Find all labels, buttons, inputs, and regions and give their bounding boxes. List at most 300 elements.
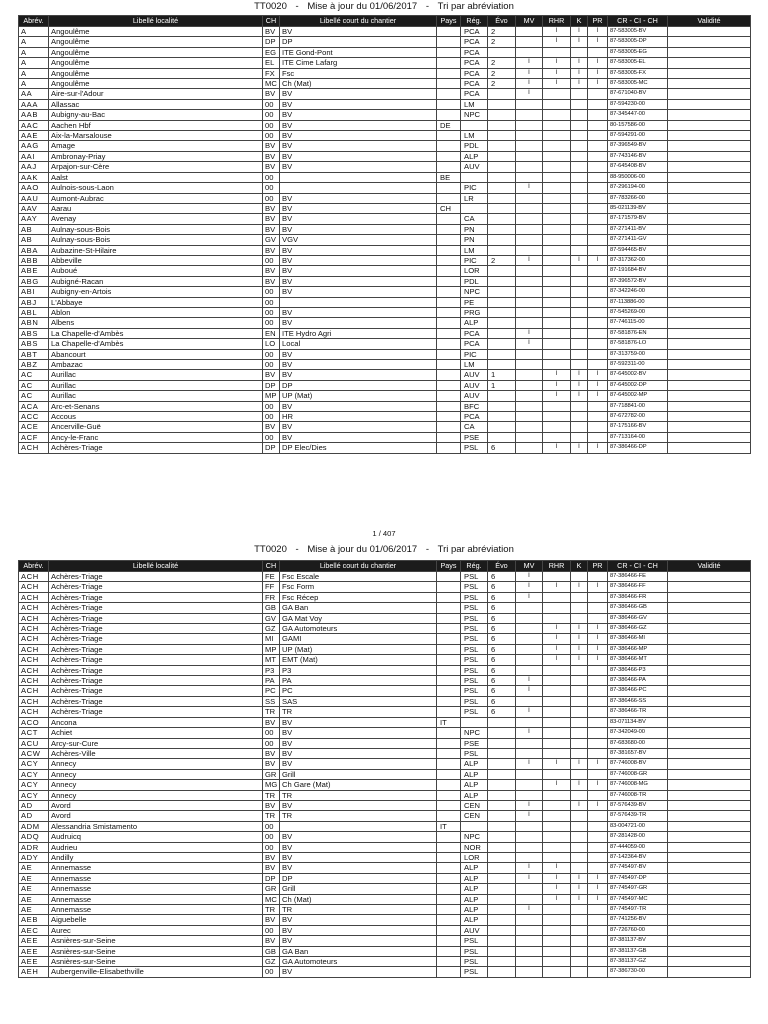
table-row bbox=[19, 957, 751, 967]
ch-cell: TR bbox=[263, 905, 280, 915]
mv-cell bbox=[516, 120, 543, 130]
header-separator: - bbox=[295, 1, 299, 12]
country-cell bbox=[437, 780, 461, 790]
abbreviation-cell: AAB bbox=[19, 110, 49, 120]
k-cell bbox=[571, 193, 588, 203]
table-row bbox=[19, 686, 751, 696]
table-row bbox=[19, 852, 751, 862]
validity-cell bbox=[668, 318, 751, 328]
region-cell: PSL bbox=[461, 957, 488, 967]
table-row bbox=[19, 884, 751, 894]
pr-cell bbox=[588, 905, 608, 915]
page-number: 1 / 407 bbox=[372, 529, 396, 538]
country-cell bbox=[437, 696, 461, 706]
validity-cell bbox=[668, 183, 751, 193]
table-row bbox=[19, 696, 751, 706]
region-cell: BFC bbox=[461, 401, 488, 411]
ch-cell: PA bbox=[263, 676, 280, 686]
abbreviation-cell: ABN bbox=[19, 318, 49, 328]
column-header: Rég. bbox=[461, 16, 488, 27]
evo-cell bbox=[488, 946, 516, 956]
ch-cell: DP bbox=[263, 873, 280, 883]
locality-cell: Arpajon-sur-Cère bbox=[49, 162, 263, 172]
pr-cell bbox=[588, 203, 608, 213]
abbreviation-cell: ACU bbox=[19, 738, 49, 748]
abbreviation-cell: ABB bbox=[19, 255, 49, 265]
abbreviation-cell: A bbox=[19, 58, 49, 68]
k-cell: I bbox=[571, 873, 588, 883]
region-cell bbox=[461, 120, 488, 130]
country-cell bbox=[437, 162, 461, 172]
table-row bbox=[19, 582, 751, 592]
table-row bbox=[19, 380, 751, 390]
abbreviation-cell: ACH bbox=[19, 572, 49, 582]
abbreviation-cell: ADR bbox=[19, 842, 49, 852]
pr-cell: I bbox=[588, 800, 608, 810]
rhr-cell: I bbox=[543, 634, 571, 644]
site-label-cell: TR bbox=[280, 790, 437, 800]
validity-cell bbox=[668, 800, 751, 810]
table-row bbox=[19, 759, 751, 769]
table-row bbox=[19, 99, 751, 109]
pr-cell bbox=[588, 99, 608, 109]
ch-cell: BV bbox=[263, 151, 280, 161]
pr-cell bbox=[588, 665, 608, 675]
abbreviation-cell: ACH bbox=[19, 592, 49, 602]
ch-cell: BV bbox=[263, 224, 280, 234]
abbreviation-cell: ABA bbox=[19, 245, 49, 255]
abbreviation-cell: AE bbox=[19, 905, 49, 915]
country-cell bbox=[437, 800, 461, 810]
table-row bbox=[19, 266, 751, 276]
locality-cell: Annemasse bbox=[49, 873, 263, 883]
k-cell: I bbox=[571, 655, 588, 665]
k-cell bbox=[571, 686, 588, 696]
rhr-cell: I bbox=[543, 894, 571, 904]
column-header: Libellé localité bbox=[49, 561, 263, 572]
mv-cell bbox=[516, 780, 543, 790]
site-label-cell: BV bbox=[280, 162, 437, 172]
abbreviation-cell: ABI bbox=[19, 287, 49, 297]
code-cell: 87-386466-FE bbox=[608, 572, 668, 582]
mv-cell: I bbox=[516, 255, 543, 265]
country-cell bbox=[437, 89, 461, 99]
rhr-cell: I bbox=[543, 443, 571, 453]
abbreviation-cell: A bbox=[19, 47, 49, 57]
region-cell: PCA bbox=[461, 89, 488, 99]
abbreviation-cell: ACH bbox=[19, 443, 49, 453]
k-cell: I bbox=[571, 780, 588, 790]
ch-cell: 00 bbox=[263, 349, 280, 359]
locality-cell: Accous bbox=[49, 412, 263, 422]
validity-cell bbox=[668, 717, 751, 727]
locality-cell: Amage bbox=[49, 141, 263, 151]
evo-cell bbox=[488, 412, 516, 422]
site-label-cell: BV bbox=[280, 120, 437, 130]
ch-cell: 00 bbox=[263, 99, 280, 109]
table-row bbox=[19, 634, 751, 644]
abbreviation-cell: ACH bbox=[19, 582, 49, 592]
site-label-cell: BV bbox=[280, 842, 437, 852]
country-cell bbox=[437, 235, 461, 245]
evo-cell bbox=[488, 738, 516, 748]
ch-cell: 00 bbox=[263, 172, 280, 182]
evo-cell: 6 bbox=[488, 592, 516, 602]
country-cell bbox=[437, 391, 461, 401]
region-cell: AUV bbox=[461, 162, 488, 172]
site-label-cell: BV bbox=[280, 245, 437, 255]
k-cell bbox=[571, 915, 588, 925]
mv-cell bbox=[516, 380, 543, 390]
k-cell: I bbox=[571, 634, 588, 644]
table-row bbox=[19, 391, 751, 401]
mv-cell bbox=[516, 318, 543, 328]
code-cell: 87-381137-GZ bbox=[608, 957, 668, 967]
pr-cell bbox=[588, 276, 608, 286]
abbreviation-cell: ACH bbox=[19, 603, 49, 613]
pr-cell bbox=[588, 957, 608, 967]
site-label-cell: BV bbox=[280, 307, 437, 317]
validity-cell bbox=[668, 89, 751, 99]
rhr-cell bbox=[543, 328, 571, 338]
column-header: Libellé localité bbox=[49, 16, 263, 27]
pr-cell bbox=[588, 131, 608, 141]
table-row bbox=[19, 214, 751, 224]
abbreviation-cell: AAC bbox=[19, 120, 49, 130]
k-cell bbox=[571, 676, 588, 686]
table-row bbox=[19, 276, 751, 286]
code-cell: 87-386466-PA bbox=[608, 676, 668, 686]
ch-cell: 00 bbox=[263, 842, 280, 852]
evo-cell bbox=[488, 162, 516, 172]
abbreviation-cell: ACH bbox=[19, 644, 49, 654]
ch-cell: EN bbox=[263, 328, 280, 338]
table-row bbox=[19, 120, 751, 130]
code-cell: 80-157586-00 bbox=[608, 120, 668, 130]
mv-cell bbox=[516, 307, 543, 317]
code-cell: 87-645002-MP bbox=[608, 391, 668, 401]
table-row bbox=[19, 832, 751, 842]
site-label-cell: BV bbox=[280, 318, 437, 328]
rhr-cell: I bbox=[543, 759, 571, 769]
validity-cell bbox=[668, 665, 751, 675]
code-cell: 87-745497-BV bbox=[608, 863, 668, 873]
ch-cell: MI bbox=[263, 634, 280, 644]
locality-cell: Aulnay-sous-Bois bbox=[49, 224, 263, 234]
rhr-cell: I bbox=[543, 79, 571, 89]
validity-cell bbox=[668, 224, 751, 234]
k-cell bbox=[571, 235, 588, 245]
k-cell bbox=[571, 748, 588, 758]
k-cell bbox=[571, 592, 588, 602]
rhr-cell bbox=[543, 572, 571, 582]
mv-cell bbox=[516, 391, 543, 401]
country-cell bbox=[437, 967, 461, 977]
mv-cell bbox=[516, 852, 543, 862]
evo-cell: 2 bbox=[488, 79, 516, 89]
mv-cell bbox=[516, 99, 543, 109]
site-label-cell: BV bbox=[280, 832, 437, 842]
country-cell bbox=[437, 957, 461, 967]
k-cell: I bbox=[571, 79, 588, 89]
evo-cell bbox=[488, 339, 516, 349]
column-header: Pays bbox=[437, 561, 461, 572]
locality-cell: Achères-Triage bbox=[49, 696, 263, 706]
evo-cell bbox=[488, 780, 516, 790]
pr-cell bbox=[588, 297, 608, 307]
region-cell: PSL bbox=[461, 592, 488, 602]
rhr-cell bbox=[543, 360, 571, 370]
evo-cell bbox=[488, 391, 516, 401]
page-header bbox=[0, 543, 768, 557]
country-cell bbox=[437, 665, 461, 675]
evo-cell bbox=[488, 748, 516, 758]
table-row bbox=[19, 193, 751, 203]
table-row bbox=[19, 769, 751, 779]
validity-cell bbox=[668, 655, 751, 665]
pr-cell bbox=[588, 339, 608, 349]
locality-cell: Annemasse bbox=[49, 884, 263, 894]
region-cell: LOR bbox=[461, 266, 488, 276]
rhr-cell bbox=[543, 203, 571, 213]
evo-cell: 6 bbox=[488, 613, 516, 623]
site-label-cell: BV bbox=[280, 432, 437, 442]
code-cell: 87-683680-00 bbox=[608, 738, 668, 748]
country-cell bbox=[437, 863, 461, 873]
validity-cell bbox=[668, 572, 751, 582]
abbreviation-cell: AE bbox=[19, 873, 49, 883]
code-cell: 87-345447-00 bbox=[608, 110, 668, 120]
ch-cell: PC bbox=[263, 686, 280, 696]
evo-cell bbox=[488, 811, 516, 821]
k-cell bbox=[571, 422, 588, 432]
ch-cell: BV bbox=[263, 162, 280, 172]
evo-cell bbox=[488, 884, 516, 894]
site-label-cell: BV bbox=[280, 99, 437, 109]
rhr-cell bbox=[543, 967, 571, 977]
ch-cell: FR bbox=[263, 592, 280, 602]
validity-cell bbox=[668, 235, 751, 245]
validity-cell bbox=[668, 131, 751, 141]
ch-cell: BV bbox=[263, 203, 280, 213]
mv-cell bbox=[516, 203, 543, 213]
ch-cell: 00 bbox=[263, 967, 280, 977]
pr-cell: I bbox=[588, 634, 608, 644]
country-cell: IT bbox=[437, 821, 461, 831]
ch-cell: BV bbox=[263, 748, 280, 758]
k-cell bbox=[571, 717, 588, 727]
mv-cell: I bbox=[516, 582, 543, 592]
abbreviation-cell: AAY bbox=[19, 214, 49, 224]
table-row bbox=[19, 203, 751, 213]
ch-cell: GV bbox=[263, 235, 280, 245]
code-cell: 87-745497-TR bbox=[608, 905, 668, 915]
abbreviation-cell: ACH bbox=[19, 696, 49, 706]
table-row bbox=[19, 328, 751, 338]
validity-cell bbox=[668, 863, 751, 873]
code-cell: 87-271411-BV bbox=[608, 224, 668, 234]
pr-cell bbox=[588, 728, 608, 738]
k-cell bbox=[571, 613, 588, 623]
ch-cell: 00 bbox=[263, 925, 280, 935]
table-row bbox=[19, 800, 751, 810]
k-cell bbox=[571, 224, 588, 234]
validity-cell bbox=[668, 79, 751, 89]
pr-cell bbox=[588, 245, 608, 255]
validity-cell bbox=[668, 307, 751, 317]
rhr-cell: I bbox=[543, 391, 571, 401]
country-cell bbox=[437, 759, 461, 769]
code-cell: 87-745497-MC bbox=[608, 894, 668, 904]
pr-cell bbox=[588, 162, 608, 172]
pr-cell bbox=[588, 946, 608, 956]
locality-cell: Asnières-sur-Seine bbox=[49, 946, 263, 956]
column-header: PR bbox=[588, 561, 608, 572]
locality-cell: Aubigné-Racan bbox=[49, 276, 263, 286]
evo-cell bbox=[488, 432, 516, 442]
table-row bbox=[19, 79, 751, 89]
mv-cell bbox=[516, 172, 543, 182]
table-row bbox=[19, 422, 751, 432]
pr-cell bbox=[588, 287, 608, 297]
ch-cell: MP bbox=[263, 644, 280, 654]
locality-cell: Aurillac bbox=[49, 370, 263, 380]
locality-cell: Aulnay-sous-Bois bbox=[49, 235, 263, 245]
table-row bbox=[19, 655, 751, 665]
country-cell bbox=[437, 37, 461, 47]
site-label-cell: Local bbox=[280, 339, 437, 349]
code-cell: 87-386466-P3 bbox=[608, 665, 668, 675]
pr-cell: I bbox=[588, 443, 608, 453]
header-separator: - bbox=[425, 1, 429, 12]
ch-cell: GR bbox=[263, 769, 280, 779]
region-cell: ALP bbox=[461, 790, 488, 800]
country-cell bbox=[437, 748, 461, 758]
region-cell: PIC bbox=[461, 255, 488, 265]
table-row bbox=[19, 905, 751, 915]
rhr-cell bbox=[543, 287, 571, 297]
abbreviation-cell: ACW bbox=[19, 748, 49, 758]
validity-cell bbox=[668, 780, 751, 790]
evo-cell: 2 bbox=[488, 37, 516, 47]
pr-cell bbox=[588, 89, 608, 99]
table-row bbox=[19, 68, 751, 78]
pr-cell bbox=[588, 842, 608, 852]
k-cell bbox=[571, 183, 588, 193]
pr-cell: I bbox=[588, 873, 608, 883]
region-cell: LM bbox=[461, 99, 488, 109]
mv-cell: I bbox=[516, 686, 543, 696]
code-cell: 87-386466-DP bbox=[608, 443, 668, 453]
table-row bbox=[19, 915, 751, 925]
evo-cell bbox=[488, 172, 516, 182]
locality-cell: Auboué bbox=[49, 266, 263, 276]
country-cell bbox=[437, 99, 461, 109]
locality-cell: Achères-Triage bbox=[49, 676, 263, 686]
ch-cell: 00 bbox=[263, 193, 280, 203]
country-cell bbox=[437, 613, 461, 623]
k-cell: I bbox=[571, 391, 588, 401]
mv-cell: I bbox=[516, 183, 543, 193]
evo-cell bbox=[488, 183, 516, 193]
rhr-cell bbox=[543, 915, 571, 925]
code-cell: 87-713164-00 bbox=[608, 432, 668, 442]
site-label-cell: DP bbox=[280, 380, 437, 390]
abbreviation-cell: ABJ bbox=[19, 297, 49, 307]
code-cell: 87-583005-EG bbox=[608, 47, 668, 57]
table-row bbox=[19, 339, 751, 349]
table-row bbox=[19, 110, 751, 120]
country-cell bbox=[437, 884, 461, 894]
locality-cell: Aurec bbox=[49, 925, 263, 935]
mv-cell bbox=[516, 224, 543, 234]
code-cell: 87-581876-EN bbox=[608, 328, 668, 338]
table-row bbox=[19, 842, 751, 852]
country-cell: DE bbox=[437, 120, 461, 130]
table-row bbox=[19, 748, 751, 758]
ch-cell: EG bbox=[263, 47, 280, 57]
pr-cell bbox=[588, 360, 608, 370]
evo-cell bbox=[488, 422, 516, 432]
ch-cell: MT bbox=[263, 655, 280, 665]
region-cell: PSL bbox=[461, 696, 488, 706]
ch-cell: 00 bbox=[263, 183, 280, 193]
locality-cell: Andilly bbox=[49, 852, 263, 862]
pr-cell bbox=[588, 748, 608, 758]
validity-cell bbox=[668, 297, 751, 307]
locality-cell: Ambazac bbox=[49, 360, 263, 370]
code-cell: 83-004721-00 bbox=[608, 821, 668, 831]
mv-cell bbox=[516, 946, 543, 956]
country-cell bbox=[437, 842, 461, 852]
k-cell bbox=[571, 946, 588, 956]
code-cell: 83-071134-BV bbox=[608, 717, 668, 727]
site-label-cell: UP (Mat) bbox=[280, 644, 437, 654]
table-row bbox=[19, 58, 751, 68]
validity-cell bbox=[668, 634, 751, 644]
site-label-cell: DP bbox=[280, 873, 437, 883]
validity-cell bbox=[668, 967, 751, 977]
validity-cell bbox=[668, 759, 751, 769]
site-label-cell: PA bbox=[280, 676, 437, 686]
mv-cell bbox=[516, 245, 543, 255]
evo-cell: 6 bbox=[488, 665, 516, 675]
abbreviation-cell: AEH bbox=[19, 967, 49, 977]
region-cell: PDL bbox=[461, 276, 488, 286]
site-label-cell: HR bbox=[280, 412, 437, 422]
country-cell: BE bbox=[437, 172, 461, 182]
mv-cell bbox=[516, 769, 543, 779]
validity-cell bbox=[668, 769, 751, 779]
region-cell: PDL bbox=[461, 141, 488, 151]
region-cell: AUV bbox=[461, 925, 488, 935]
rhr-cell: I bbox=[543, 380, 571, 390]
abbreviation-cell: ABS bbox=[19, 328, 49, 338]
evo-cell: 6 bbox=[488, 696, 516, 706]
rhr-cell bbox=[543, 99, 571, 109]
evo-cell bbox=[488, 832, 516, 842]
country-cell bbox=[437, 27, 461, 37]
site-label-cell: BV bbox=[280, 110, 437, 120]
pr-cell bbox=[588, 967, 608, 977]
ch-cell: DP bbox=[263, 380, 280, 390]
ch-cell: 00 bbox=[263, 821, 280, 831]
region-cell: PCA bbox=[461, 328, 488, 338]
region-cell: CEN bbox=[461, 800, 488, 810]
mv-cell bbox=[516, 894, 543, 904]
table-body bbox=[19, 27, 751, 454]
validity-cell bbox=[668, 644, 751, 654]
